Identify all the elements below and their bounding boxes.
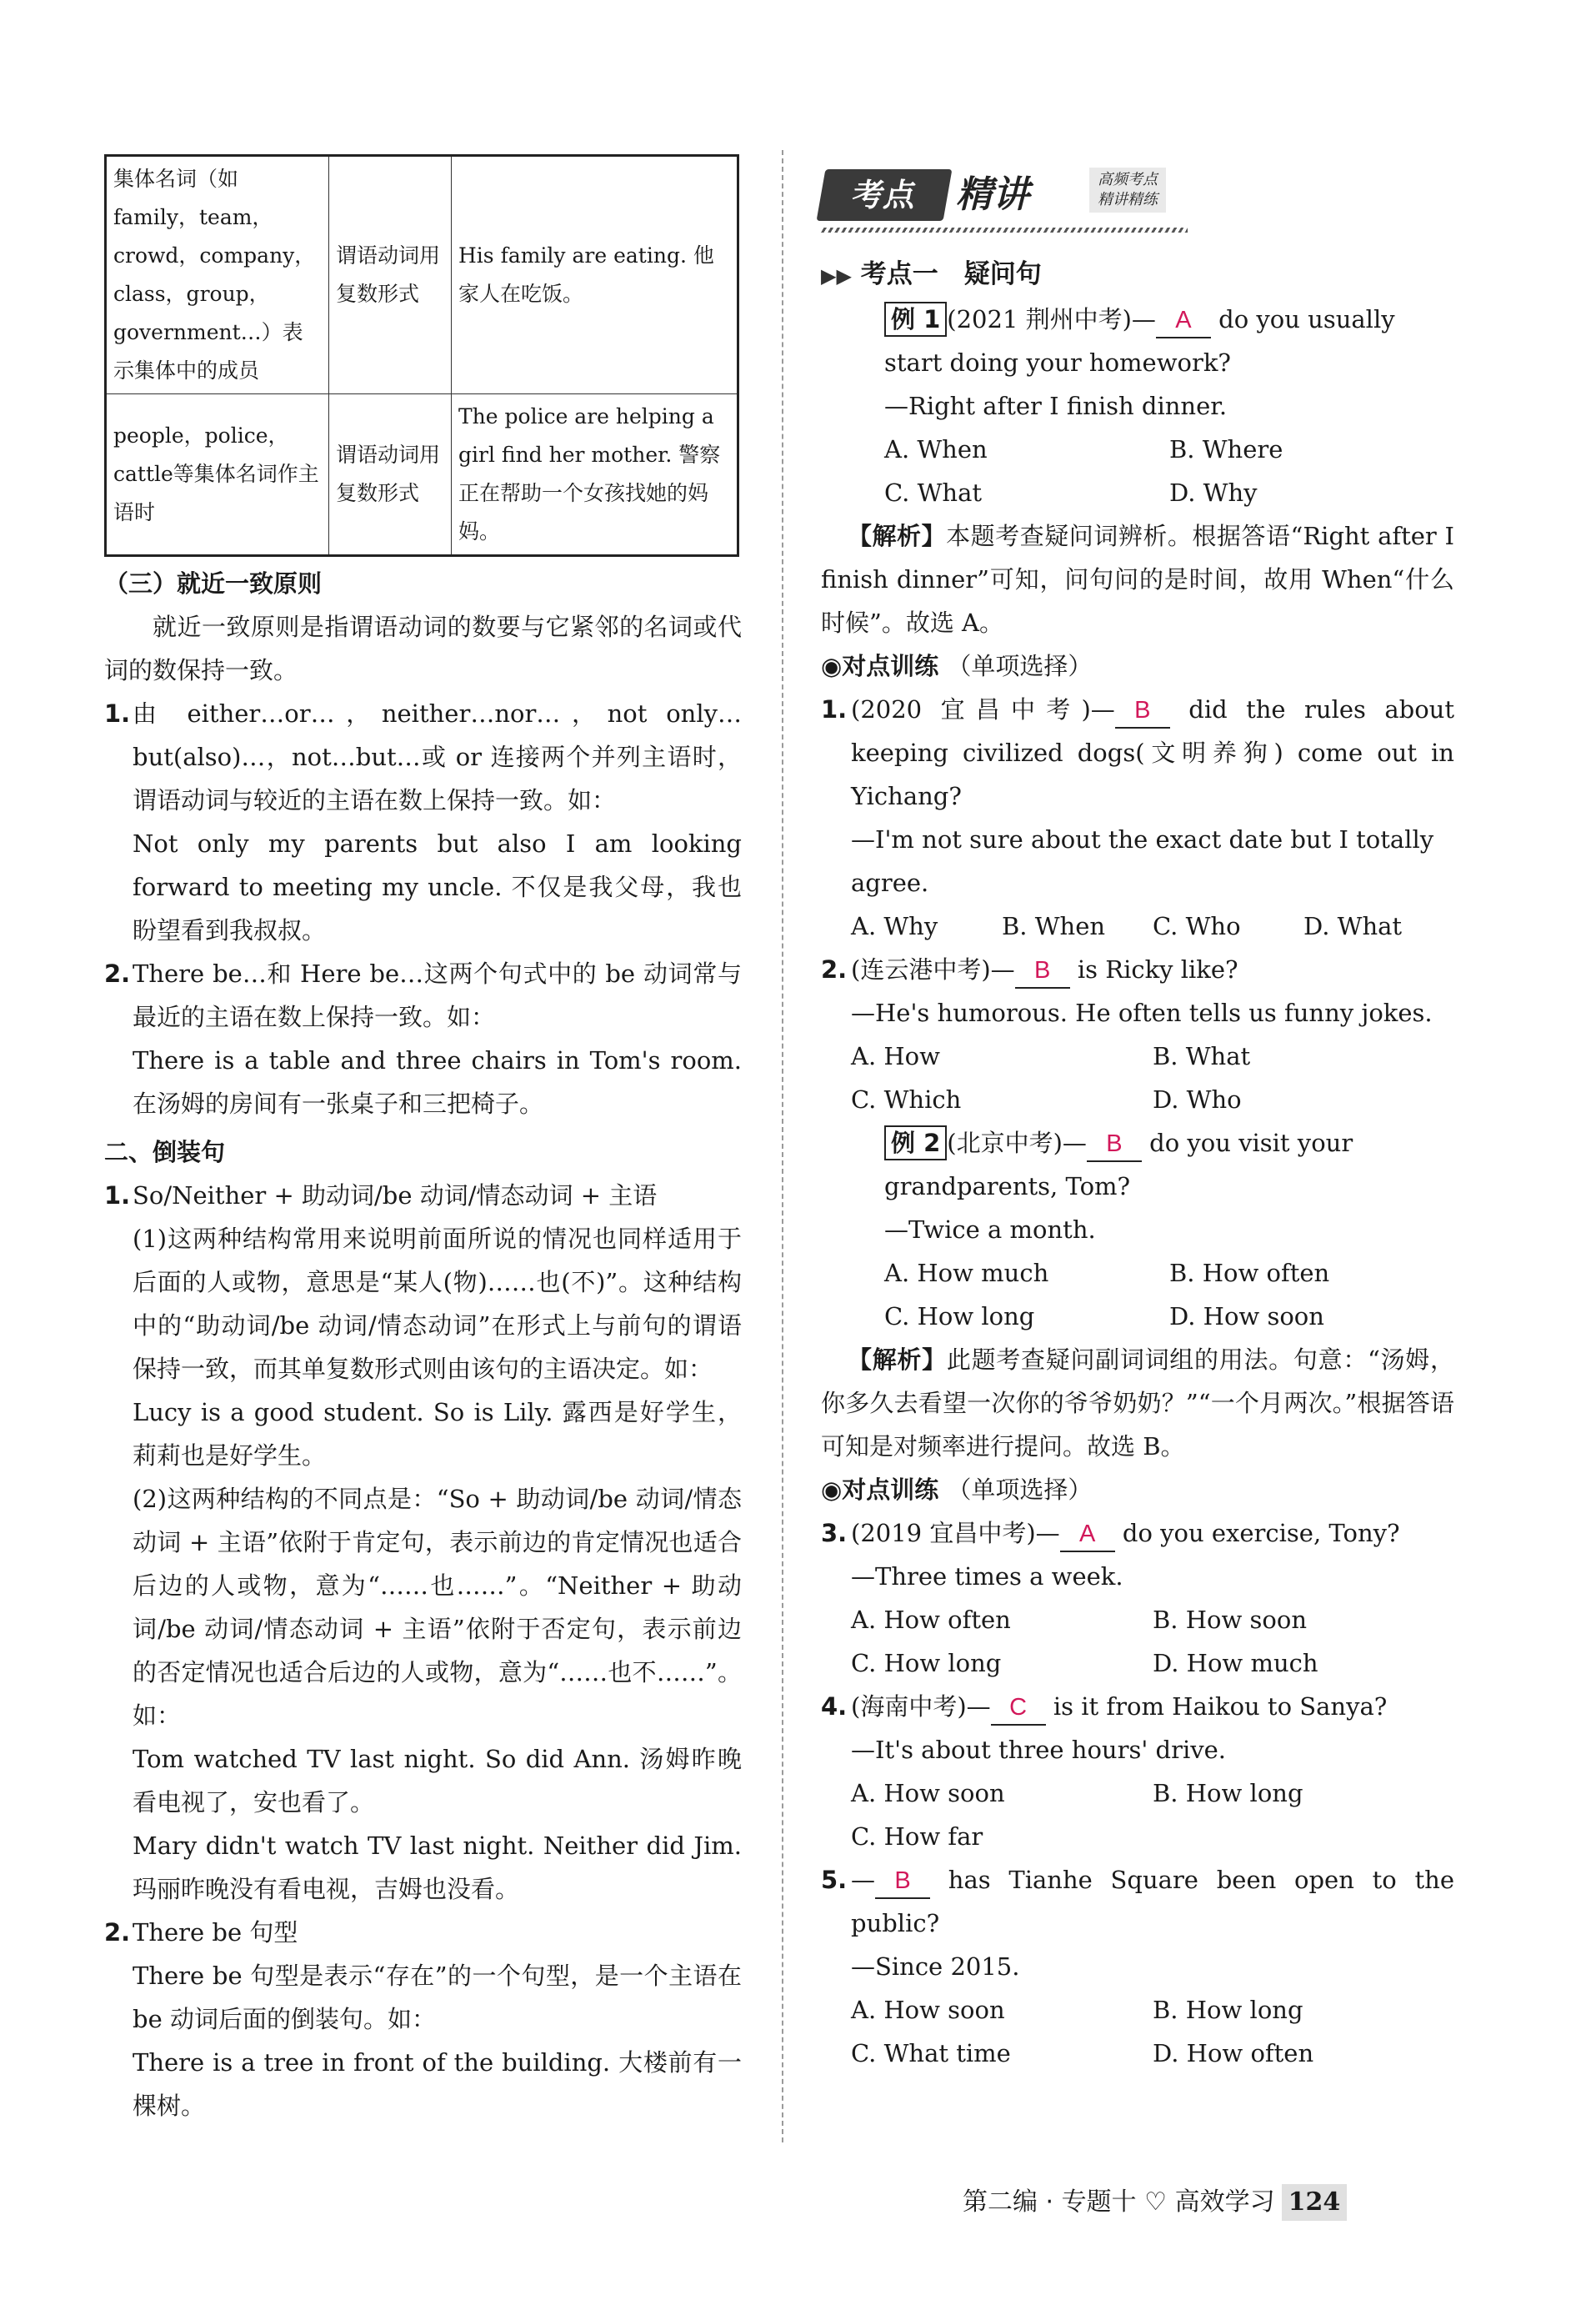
table-cell: people，police，cattle等集体名词作主语时 <box>106 394 329 556</box>
question-source: (北京中考)— <box>947 1129 1087 1157</box>
answer-blank: B <box>875 1864 930 1899</box>
question-number: 3. <box>821 1519 848 1547</box>
grammar-table <box>104 154 739 557</box>
list-item <box>104 1911 742 1954</box>
question-text: is it from Haikou to Sanya? <box>1053 1692 1388 1721</box>
table-cell: His family are eating. 他家人在吃饭。 <box>452 156 738 394</box>
item-number: 2. <box>104 960 131 988</box>
list-item <box>104 1174 742 1217</box>
item-number: 2. <box>104 1918 131 1947</box>
option: B. Where <box>1169 435 1283 464</box>
example: Mary didn't watch TV last night. Neither did Jim. 玛丽昨晚没有看电视，吉姆也没看。 <box>133 1831 742 1903</box>
option: B. How long <box>1153 1779 1303 1807</box>
banner-subtitle <box>1089 168 1166 213</box>
options <box>851 1598 1454 1685</box>
option: A. How soon <box>851 1779 1005 1807</box>
analysis-text: 本题考查疑问词辨析。根据答语“Right after I finish dinner”可知，问句问的是时间，故用 When“什么时候”。故选 A。 <box>821 522 1454 637</box>
table-cell: 集体名词（如family，team，crowd，company，class，group，government…）表示集体中的成员 <box>106 156 329 394</box>
example-question <box>884 298 1454 384</box>
question-source: (2021 荆州中考)— <box>947 305 1156 333</box>
options <box>851 904 1454 948</box>
answer-blank: C <box>991 1691 1046 1726</box>
question <box>821 1858 1454 1945</box>
option: A. How <box>851 1042 940 1070</box>
option: D. What <box>1303 912 1403 940</box>
page-footer <box>963 2184 1347 2221</box>
table-row <box>106 156 738 394</box>
banner-sub-line: 高频考点 <box>1098 171 1158 188</box>
option: D. Who <box>1153 1085 1242 1114</box>
example: Tom watched TV last night. So did Ann. 汤姆昨晚看电视了，安也看了。 <box>133 1745 742 1816</box>
options <box>884 1251 1454 1338</box>
question <box>821 1685 1454 1728</box>
option: C. What time <box>851 2039 1011 2067</box>
kaodian-heading <box>821 253 1454 298</box>
options <box>851 1988 1454 2075</box>
question-text: has Tianhe Square been open to the public? <box>851 1866 1455 1937</box>
footer-text: 第二编 · 专题十 ♡ 高效学习 <box>963 2187 1275 2217</box>
question-source: (2020 宜昌中考)— <box>851 695 1115 724</box>
reply: —It's about three hours' drive. <box>851 1736 1226 1764</box>
double-arrow-icon: ▶▶ <box>821 264 852 288</box>
answer-blank: B <box>1087 1127 1142 1162</box>
list-item <box>104 692 742 822</box>
option: A. Why <box>851 912 938 940</box>
section-banner <box>821 154 1454 246</box>
right-column <box>821 154 1454 2075</box>
banner-title: 精讲 <box>956 173 1029 216</box>
training-heading <box>821 1468 1454 1511</box>
option: C. Who <box>1153 912 1241 940</box>
option: C. How far <box>851 1822 983 1851</box>
question-text: do you exercise, Tony? <box>1122 1519 1400 1547</box>
paragraph: (2)这两种结构的不同点是：“So + 助动词/be 动词/情态动词 + 主语”依附于肯定句，表示前边的肯定情况也适合后边的人或物，意为“……也……”。“Neither + 助动词/be 动词/情态动词 + 主语”依附于否定句，表示前边的否定情况也适合后边的人或物，意为“……也不……”。如： <box>133 1485 742 1730</box>
option: B. How long <box>1153 1996 1303 2024</box>
example: There is a tree in front of the building. 大楼前有一棵树。 <box>133 2048 742 2120</box>
reply: —He's humorous. He often tells us funny jokes. <box>851 999 1433 1027</box>
banner-stripe <box>821 228 1188 233</box>
option: D. How much <box>1153 1649 1318 1677</box>
answer-blank: A <box>1156 303 1211 338</box>
training-title: ◉对点训练 <box>821 652 939 680</box>
example-label: 例 1 <box>884 302 947 337</box>
training-title: ◉对点训练 <box>821 1476 939 1504</box>
analysis-label: 【解析】 <box>848 1345 947 1374</box>
kaodian-title: 考点一 疑问句 <box>860 259 1042 289</box>
question-source: (连云港中考)— <box>851 955 1015 984</box>
reply: —I'm not sure about the exact date but I totally agree. <box>851 825 1434 897</box>
question-text: did the rules about keeping civilized dogs(文明养狗) come out in Yichang? <box>851 695 1454 810</box>
reply: —Three times a week. <box>851 1562 1123 1591</box>
analysis-label: 【解析】 <box>848 522 947 550</box>
paragraph: (1)这两种结构常用来说明前面所说的情况也同样适用于后面的人或物，意思是“某人(物)……也(不)”。这种结构中的“助动词/be 动词/情态动词”在形式上与前句的谓语保持一致，而其单复数形式则由该句的主语决定。如： <box>133 1225 742 1383</box>
answer-blank: A <box>1060 1517 1115 1552</box>
option: B. How often <box>1169 1259 1330 1287</box>
training-heading <box>821 644 1454 688</box>
question-source: (海南中考)— <box>851 1692 991 1721</box>
table-cell: 谓语动词用复数形式 <box>329 394 452 556</box>
left-column <box>104 154 742 2127</box>
list-item <box>104 952 742 1039</box>
training-note: （单项选择） <box>947 652 1093 680</box>
reply: —Right after I finish dinner. <box>884 392 1228 420</box>
page-number: 124 <box>1282 2184 1348 2221</box>
table-row <box>106 394 738 556</box>
example: Lucy is a good student. So is Lily. 露西是好学生，莉莉也是好学生。 <box>133 1398 742 1470</box>
option: C. Which <box>851 1085 962 1114</box>
options <box>851 1771 1454 1858</box>
table-cell: 谓语动词用复数形式 <box>329 156 452 394</box>
option: A. How often <box>851 1606 1011 1634</box>
column-divider <box>782 150 783 2142</box>
question-body <box>851 1685 1454 1728</box>
analysis-text: 此题考查疑问副词词组的用法。句意：“汤姆，你多久去看望一次你的爷爷奶奶？”“一个月两次。”根据答语可知是对频率进行提问。故选 B。 <box>821 1345 1454 1461</box>
option: C. What <box>884 479 983 507</box>
example: Not only my parents but also I am looking forward to meeting my uncle. 不仅是我父母，我也盼望看到我叔叔。 <box>133 829 742 945</box>
item-number: 1. <box>104 699 131 728</box>
question <box>821 948 1454 991</box>
section-heading: 二、倒装句 <box>104 1138 226 1166</box>
option: B. What <box>1153 1042 1251 1070</box>
answer-blank: B <box>1115 694 1170 729</box>
question <box>821 1511 1454 1555</box>
question-number: 5. <box>821 1866 848 1894</box>
question-body <box>851 1858 1454 1945</box>
question-source: (2019 宜昌中考)— <box>851 1519 1060 1547</box>
option: D. Why <box>1169 479 1258 507</box>
question-text: do you visit your grandparents, Tom? <box>884 1129 1353 1200</box>
item-text: 由 either…or…，neither…nor…，not only…but(also)…，not…but…或 or 连接两个并列主语时，谓语动词与较近的主语在数上保持一致。如： <box>133 699 742 814</box>
question-body <box>851 688 1454 818</box>
reply: —Since 2015. <box>851 1952 1020 1981</box>
reply: —Twice a month. <box>884 1215 1096 1244</box>
section-heading: （三）就近一致原则 <box>104 569 323 598</box>
option: D. How soon <box>1169 1302 1324 1330</box>
paragraph: There be 句型是表示“存在”的一个句型，是一个主语在 be 动词后面的倒装句。如： <box>133 1962 742 2033</box>
question-number: 1. <box>821 695 848 724</box>
option: A. When <box>884 435 988 464</box>
option: C. How long <box>884 1302 1035 1330</box>
paragraph: 就近一致原则是指谓语动词的数要与它紧邻的名词或代词的数保持一致。 <box>104 613 742 684</box>
option: C. How long <box>851 1649 1002 1677</box>
question-body <box>851 948 1454 991</box>
question-number: 4. <box>821 1692 848 1721</box>
question-text: is Ricky like? <box>1077 955 1238 984</box>
option: B. When <box>1002 912 1106 940</box>
question <box>821 688 1454 818</box>
table-cell: The police are helping a girl find her mother. 警察正在帮助一个女孩找她的妈妈。 <box>452 394 738 556</box>
example: There is a table and three chairs in Tom's room. 在汤姆的房间有一张桌子和三把椅子。 <box>133 1046 742 1118</box>
item-text: There be…和 Here be…这两个句式中的 be 动词常与最近的主语在数上保持一致。如： <box>133 960 742 1031</box>
item-text: There be 句型 <box>133 1918 298 1947</box>
option: A. How soon <box>851 1996 1005 2024</box>
analysis <box>821 1338 1454 1468</box>
question-text: do you usually start doing your homework? <box>884 305 1395 377</box>
analysis <box>821 514 1454 644</box>
option: A. How much <box>884 1259 1049 1287</box>
answer-blank: B <box>1015 954 1070 989</box>
question-number: 2. <box>821 955 848 984</box>
option: D. How often <box>1153 2039 1314 2067</box>
item-number: 1. <box>104 1181 131 1210</box>
options <box>884 428 1454 514</box>
options <box>851 1035 1454 1121</box>
banner-sub-line: 精讲精练 <box>1098 191 1158 208</box>
banner-tag: 考点 <box>817 169 953 221</box>
option: B. How soon <box>1153 1606 1308 1634</box>
question-source: — <box>851 1866 875 1894</box>
example-label: 例 2 <box>884 1125 947 1160</box>
example-question <box>884 1121 1454 1208</box>
question-body <box>851 1511 1454 1555</box>
training-note: （单项选择） <box>947 1476 1093 1504</box>
item-text: So/Neither + 助动词/be 动词/情态动词 + 主语 <box>133 1181 658 1210</box>
